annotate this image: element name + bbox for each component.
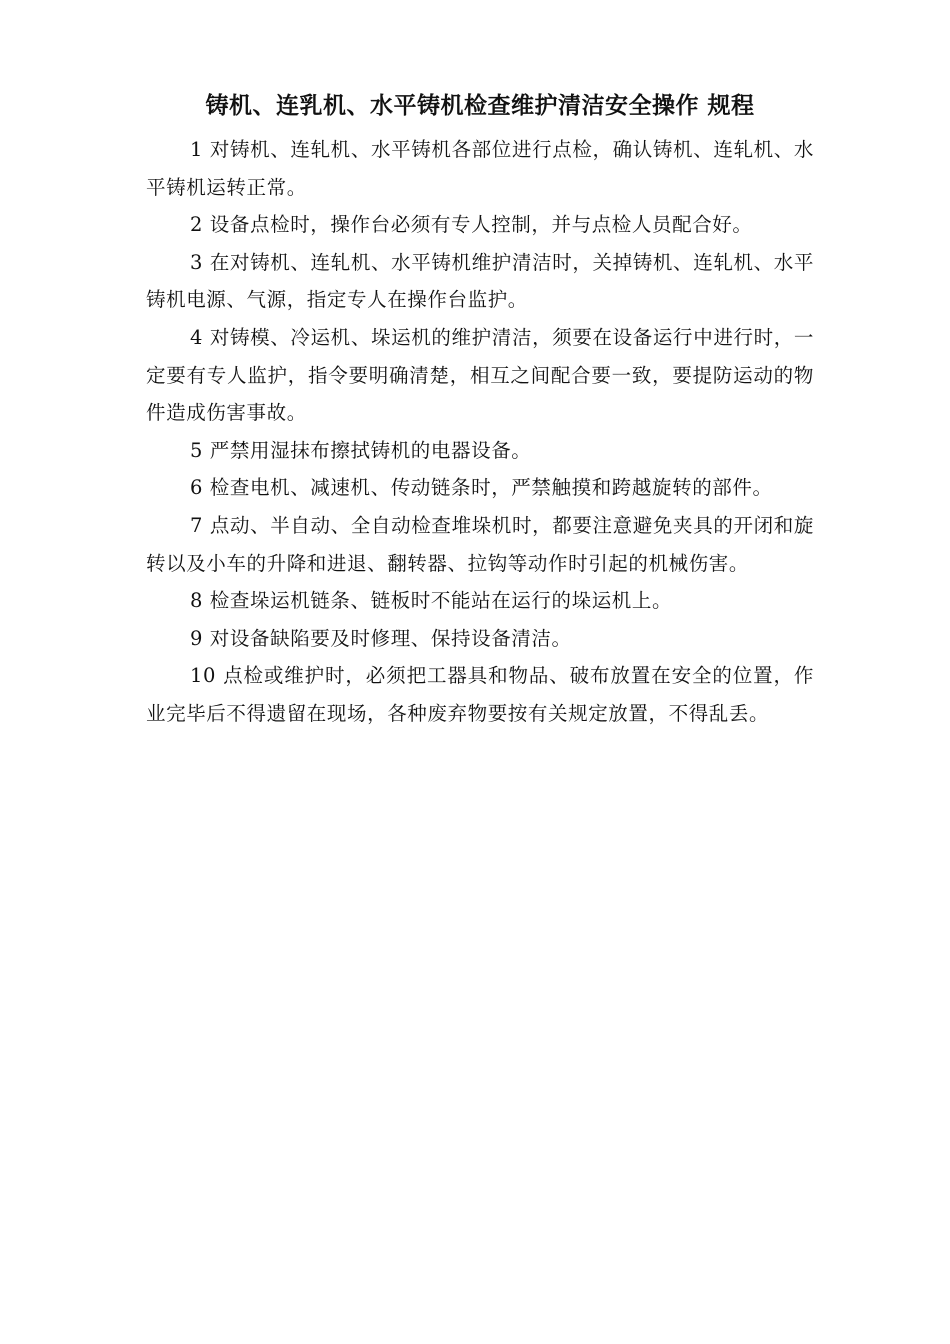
paragraph-3: 3 在对铸机、连轧机、水平铸机维护清洁时，关掉铸机、连轧机、水平铸机电源、气源，指定专人在操作台监护。 (146, 250, 814, 312)
paragraph-8: 8 检查垛运机链条、链板时不能站在运行的垛运机上。 (190, 589, 673, 613)
paragraph-1: 1 对铸机、连轧机、水平铸机各部位进行点检，确认铸机、连轧机、水平铸机运转正常。 (146, 138, 814, 199)
paragraph-9: 9 对设备缺陷要及时修理、保持设备清洁。 (190, 626, 572, 650)
document-title: 铸机、连乳机、水平铸机检查维护清洁安全操作 规程 (205, 93, 755, 119)
paragraph-6: 6 检查电机、减速机、传动链条时，严禁触摸和跨越旋转的部件。 (190, 476, 773, 500)
paragraph-5: 5 严禁用湿抹布擦拭铸机的电器设备。 (190, 438, 532, 462)
paragraph-10: 10 点检或维护时，必须把工器具和物品、破布放置在安全的位置，作业完毕后不得遗留在现场，各种废弃物要按有关规定放置，不得乱丢。 (146, 664, 814, 725)
paragraph-2: 2 设备点检时，操作台必须有专人控制，并与点检人员配合好。 (190, 213, 753, 237)
document-body (146, 131, 814, 733)
paragraph-7: 7 点动、半自动、全自动检查堆垛机时，都要注意避免夹具的开闭和旋转以及小车的升降和进退、翻转器、拉钩等动作时引起的机械伤害。 (146, 513, 814, 575)
paragraph-4: 4 对铸模、冷运机、垛运机的维护清洁，须要在设备运行中进行时，一定要有专人监护，指令要明确清楚，相互之间配合要一致，要提防运动的物件造成伤害事故。 (146, 325, 814, 425)
